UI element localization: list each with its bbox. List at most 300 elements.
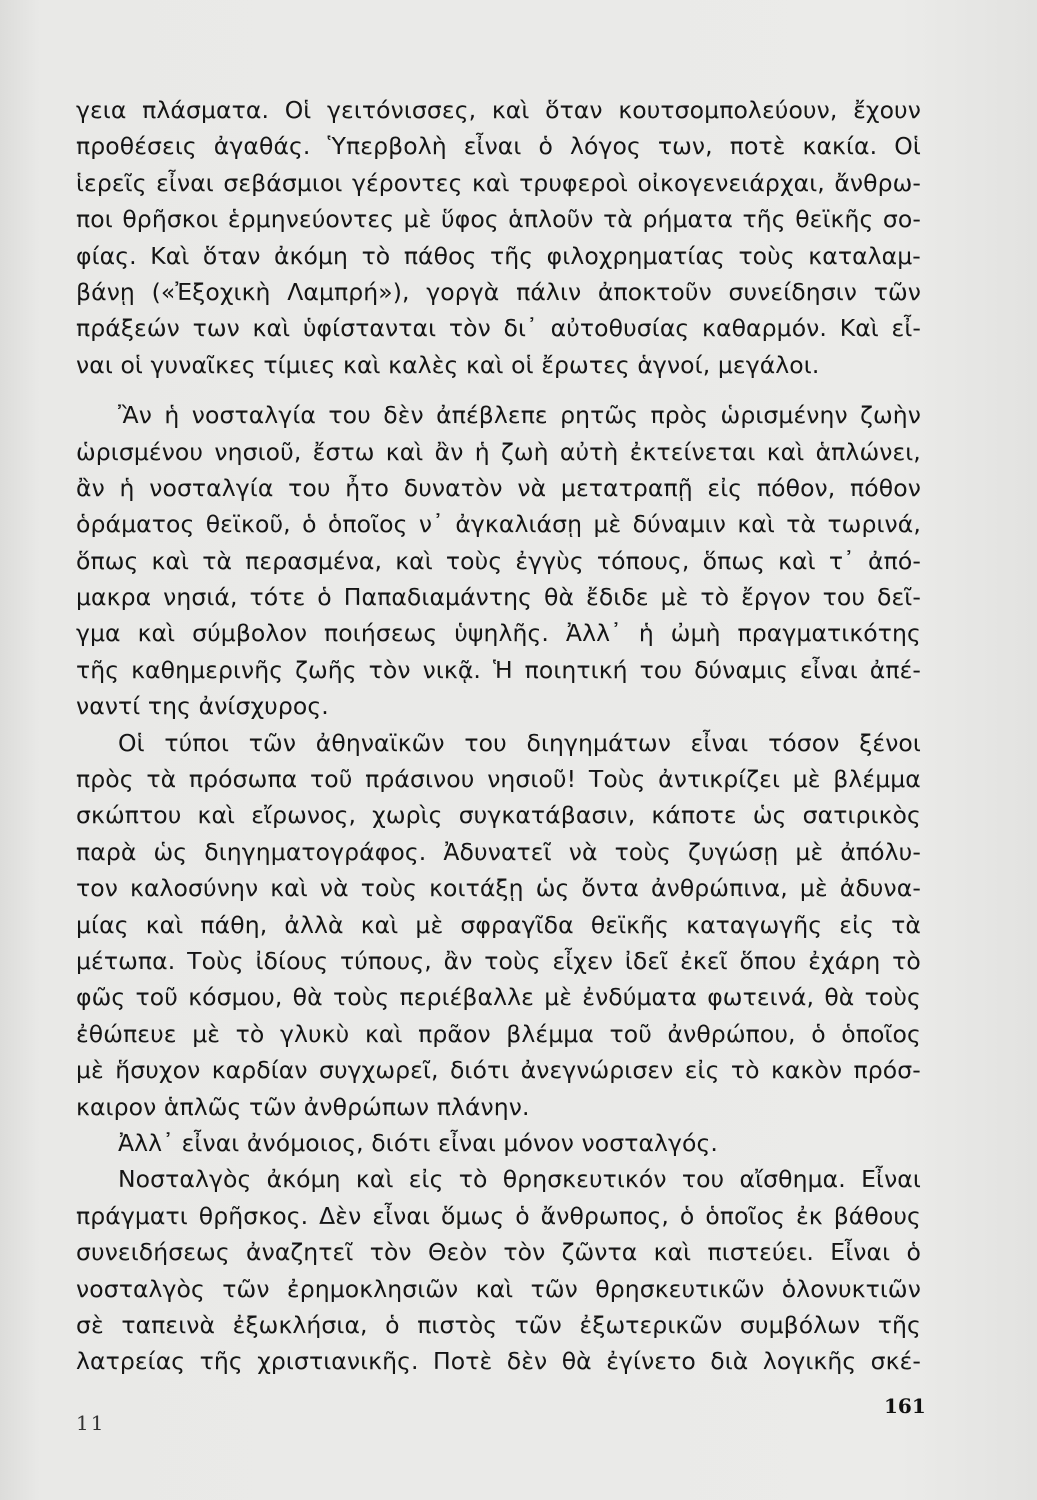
word: τὰ <box>786 510 817 539</box>
word: γέροντες <box>351 168 463 197</box>
word: ἀγκαλιάσῃ <box>455 510 583 539</box>
word: πάλιν <box>516 277 582 306</box>
word: ἀκόμη <box>273 241 349 270</box>
word: ἑρμηνεύοντες <box>227 205 395 234</box>
word: ἐνδύματα <box>582 983 697 1012</box>
word: θὰ <box>292 983 323 1012</box>
word: κοιτάξῃ <box>429 874 524 903</box>
word: ἰδίους <box>255 946 329 975</box>
word: παρὰ <box>76 837 137 866</box>
word: δυνατὸν <box>403 473 503 502</box>
word: ἀποκτοῦν <box>597 277 712 306</box>
word: τὸ <box>730 1056 760 1085</box>
text-line <box>76 238 921 274</box>
word: εἶναι <box>156 168 214 197</box>
word: σφραγῖδα <box>460 910 574 939</box>
text-line <box>76 434 921 470</box>
word: τὰ <box>603 205 633 234</box>
word: ποτὲ <box>729 132 786 161</box>
word: ἀντικρίζει <box>658 765 780 794</box>
word: διηγημάτων <box>526 728 671 757</box>
word: τὰ <box>891 910 921 939</box>
word: ἔδιδε <box>586 583 649 612</box>
word: ἐγγὺς <box>515 546 584 575</box>
word: του <box>681 1165 725 1194</box>
word: ὡς <box>153 837 188 866</box>
word: καὶ <box>197 801 236 830</box>
text-line <box>76 1125 921 1161</box>
word: σο- <box>882 205 921 234</box>
word: πράγματι <box>76 1201 188 1230</box>
word: καλοσύνην <box>130 874 259 903</box>
word: ὅπως <box>76 546 139 575</box>
word: φῶς <box>76 983 126 1012</box>
text-line <box>76 128 921 164</box>
word: λογικῆς <box>762 1347 857 1376</box>
word: ὕφος <box>441 205 499 234</box>
word: καιρον ἁπλῶς τῶν ἀνθρώπων πλάνην. <box>76 1092 530 1121</box>
word: ποιητική <box>524 655 628 684</box>
word: σύμβολον <box>192 619 308 648</box>
word: ἐξωκλήσια, <box>232 1310 368 1339</box>
word: ἰδεῖ <box>624 946 669 975</box>
word: τῆς <box>199 1347 243 1376</box>
word: τῶν <box>514 1310 562 1339</box>
word: καὶ <box>766 437 805 466</box>
word: Νοσταλγὸς <box>118 1165 252 1194</box>
word: τὸ <box>361 241 391 270</box>
word: εἰς <box>707 473 743 502</box>
word: ὁράματος <box>76 510 195 539</box>
word: θρῆσκος. <box>198 1201 309 1230</box>
word: του <box>464 728 507 757</box>
word: εἶναι <box>800 655 858 684</box>
word: συγχωρεῖ, <box>318 1056 439 1085</box>
word: πιστὸς <box>417 1310 498 1339</box>
word: ἐγίνετο <box>606 1347 696 1376</box>
word: τῆς <box>76 655 120 684</box>
word: τοὺς <box>332 983 390 1012</box>
word: ξένοι <box>859 728 921 757</box>
text-line <box>76 92 921 128</box>
word: ἀπέ- <box>869 655 921 684</box>
word: του <box>288 473 331 502</box>
word: θρησκευτικόν <box>502 1165 667 1194</box>
word: Εἶναι <box>861 1165 921 1194</box>
word: εἶ- <box>891 314 921 343</box>
word: νὰ <box>517 473 547 502</box>
word: εἶναι <box>463 132 522 161</box>
word: Οἱ <box>894 132 921 161</box>
word: τῆς <box>877 1310 921 1339</box>
word: σκώπτου <box>76 801 182 830</box>
word: φιλοχρηματίας <box>546 241 725 270</box>
word: Ἡ <box>492 655 513 684</box>
word: πρόσωπα <box>188 765 298 794</box>
word: δεῖ- <box>876 583 921 612</box>
word: τοὺς <box>614 837 671 866</box>
word: πόθον <box>850 473 921 502</box>
word: τὸ <box>700 583 730 612</box>
word: μὲ <box>192 1019 221 1048</box>
word: τῆς <box>742 205 786 234</box>
word: θεϊκοῦ, <box>205 510 291 539</box>
word: αὐτοθυσίας <box>550 314 690 343</box>
word: ἂν <box>434 437 464 466</box>
word: τῶν <box>873 277 921 306</box>
word: πόθον, <box>756 473 836 502</box>
word: καὶ <box>778 546 816 575</box>
text-line <box>76 470 921 506</box>
word: ὄντα <box>581 874 639 903</box>
word: τότε <box>249 583 306 612</box>
word: ἡ <box>474 437 490 466</box>
word: πράσινου <box>365 765 475 794</box>
word: τὸν <box>503 1238 546 1267</box>
word: μίας <box>76 910 129 939</box>
word: του <box>639 655 683 684</box>
word: ἁπλώνει, <box>815 437 921 466</box>
text-line <box>76 834 921 870</box>
word: ὁποῖος <box>705 1201 785 1230</box>
word: καὶ <box>145 910 184 939</box>
word: ἀλλὰ <box>284 910 344 939</box>
text-line <box>76 652 921 688</box>
word: καὶ <box>364 1019 403 1048</box>
word: σατιρικὸς <box>802 801 921 830</box>
word: ζωῆς <box>295 655 357 684</box>
word: τύποι <box>164 728 230 757</box>
word: καταγωγῆς <box>686 910 823 939</box>
word: καὶ <box>475 1274 514 1303</box>
word: τωρινά, <box>827 510 921 539</box>
word: Παπαδιαμάντης <box>343 583 533 612</box>
word: δὲν <box>383 401 424 430</box>
word: ἐχάρη <box>808 946 881 975</box>
word: πιστεύει. <box>707 1238 814 1267</box>
word: ἀθηναϊκῶν <box>315 728 445 757</box>
word: συνειδήσεως <box>76 1238 230 1267</box>
word: ἄνθρωπος, <box>540 1201 669 1230</box>
word: ρητῶς <box>560 401 639 430</box>
word: ἐκεῖ <box>680 946 728 975</box>
word: ἥσυχον <box>115 1056 201 1085</box>
word: ὁποῖος <box>327 510 408 539</box>
word: τοῦ <box>310 765 353 794</box>
word: Ἀλλ᾽ εἶναι ἀνόμοιος, διότι εἶναι μόνον νοσταλγός. <box>118 1128 718 1157</box>
word: καὶ <box>385 437 424 466</box>
word: ἁπλοῦν <box>508 205 594 234</box>
word: σκέ- <box>870 1347 921 1376</box>
word: συνείδησιν <box>728 277 858 306</box>
word: διότι <box>449 1056 510 1085</box>
word: ὅταν <box>545 96 603 124</box>
word: τὸν <box>369 1238 412 1267</box>
word: ὁλονυκτιῶν <box>781 1274 921 1303</box>
text-line <box>76 761 921 797</box>
word: ὁποῖος <box>841 1019 921 1048</box>
word: καὶ <box>491 96 530 124</box>
word: τοῦ <box>135 983 178 1012</box>
word: Τοὺς <box>187 946 244 975</box>
text-line <box>76 1307 921 1343</box>
word: δι᾽ <box>503 314 538 343</box>
word: νὰ <box>319 874 349 903</box>
word: ἡ <box>164 401 180 430</box>
word: ἐξωτερικῶν <box>579 1310 723 1339</box>
word: ὑψηλῆς. <box>454 619 549 648</box>
text-line <box>76 1198 921 1234</box>
word: πάθη, <box>200 910 268 939</box>
word: θὰ <box>824 983 855 1012</box>
word: καὶ <box>252 314 291 343</box>
word: περασμένα, <box>245 546 383 575</box>
word: Ποτὲ <box>432 1347 493 1376</box>
word: τὸ <box>892 946 921 975</box>
word: κάποτε <box>651 801 737 830</box>
word: καὶ <box>270 874 308 903</box>
text-line <box>76 274 921 310</box>
text-line <box>76 1234 921 1270</box>
word: εἴρωνος, <box>251 801 357 830</box>
word: ταπεινὰ <box>121 1310 216 1339</box>
text-line <box>76 688 921 724</box>
word: ἀπέβλεπε <box>436 401 548 430</box>
word: τὸν <box>368 655 411 684</box>
word: καὶ <box>395 546 433 575</box>
word: ζωὴ <box>500 437 549 466</box>
word: εἶναι <box>372 1201 431 1230</box>
word: κόσμου, <box>188 983 283 1012</box>
word: τόσον <box>768 728 840 757</box>
word: κακὸν <box>770 1056 843 1085</box>
word: δύναμις <box>694 655 789 684</box>
word: γλυκὺ <box>279 1019 350 1048</box>
word: φίας. <box>76 241 137 270</box>
text-line <box>76 397 921 433</box>
text-line <box>76 1052 921 1088</box>
word: ὠμὴ <box>670 619 721 648</box>
word: δύναμιν <box>632 510 726 539</box>
word: σὲ <box>76 1310 104 1339</box>
word: ὅπου <box>739 946 797 975</box>
word: ἀπό- <box>868 546 921 575</box>
paragraph-gap <box>76 383 921 397</box>
word: γμα <box>76 619 121 648</box>
word: ζωὴν <box>860 401 921 430</box>
word: τοὺς <box>445 546 503 575</box>
word: κακία. <box>802 132 878 161</box>
word: μετατραπῇ <box>560 473 693 502</box>
word: τὸ <box>458 1165 488 1194</box>
word: ἦτο <box>345 473 390 502</box>
word: Καὶ <box>839 314 879 343</box>
word: τῶν <box>530 1274 578 1303</box>
text-line <box>76 943 921 979</box>
word: συγκατάβασιν, <box>458 801 636 830</box>
word: ἀναζητεῖ <box>246 1238 354 1267</box>
word: βάνῃ <box>76 277 135 306</box>
word: ναι οἱ γυναῖκες τίμιες καὶ καλὲς καὶ οἱ ἔρωτες ἁγνοί, μεγάλοι. <box>76 350 820 379</box>
word: διὰ <box>710 1347 749 1376</box>
word: Τοὺς <box>588 765 646 794</box>
word: συμβόλων <box>739 1310 861 1339</box>
word: ὡς <box>752 801 787 830</box>
word: ἀπόλυ- <box>840 837 921 866</box>
word: Οἱ <box>284 96 312 124</box>
word: ποιήσεως <box>324 619 438 648</box>
word: καταλαμ- <box>808 241 921 270</box>
word: ἀδυνα- <box>839 874 921 903</box>
word: τοῦ <box>609 1019 652 1048</box>
word: καὶ <box>151 546 190 575</box>
word: χωρὶς <box>372 801 443 830</box>
word: θεϊκῆς <box>795 205 874 234</box>
word: λόγος <box>569 132 641 161</box>
text-line <box>76 1161 921 1197</box>
word: τὸ <box>235 1019 265 1048</box>
word: ὁ <box>515 1201 530 1230</box>
word: Καὶ <box>150 241 190 270</box>
word: γοργὰ <box>426 277 500 306</box>
word: Ἂν <box>118 401 152 430</box>
word: πρόσ- <box>853 1056 921 1085</box>
word: αὐτὴ <box>559 437 619 466</box>
word: Λαμπρή»), <box>287 277 410 306</box>
word: ὁ <box>811 1019 826 1048</box>
signature-mark: 11 <box>76 1411 106 1435</box>
word: ἂν <box>76 473 105 502</box>
word: νὰ <box>568 837 598 866</box>
word: ἂν <box>443 946 473 975</box>
word: ὅμως <box>441 1201 505 1230</box>
word: τῶν <box>222 1274 270 1303</box>
word: ἐθώπευε <box>76 1019 177 1048</box>
word: τὸν <box>448 314 491 343</box>
word: περιέβαλλε <box>399 983 534 1012</box>
word: νοσταλγία <box>149 473 274 502</box>
word: τ᾽ <box>828 546 855 575</box>
word: των, <box>657 132 713 161</box>
word: Θεὸν <box>427 1238 488 1267</box>
word: χριστιανικῆς. <box>257 1347 419 1376</box>
word: δὲν <box>506 1347 548 1376</box>
word: ὁ <box>385 1310 400 1339</box>
word: βλέμμα <box>506 1019 594 1048</box>
text-line <box>76 979 921 1015</box>
word: καὶ <box>737 510 775 539</box>
word: πραγματικότης <box>737 619 921 648</box>
word: εἶναι <box>690 728 749 757</box>
word: ὁ <box>538 132 553 161</box>
word: Ὑπερβολὴ <box>327 132 447 161</box>
word: Εἶναι <box>830 1238 891 1267</box>
word: φωτεινά, <box>707 983 815 1012</box>
word: ὡρισμένην <box>720 401 848 430</box>
word: ποι <box>76 205 113 234</box>
word: νησιά, <box>163 583 238 612</box>
word: ὡρισμένου <box>76 437 204 466</box>
word: διηγηματογράφος. <box>204 837 427 866</box>
word: ὑφίστανται <box>302 314 437 343</box>
word: μὲ <box>415 910 444 939</box>
word: Ἀδυνατεῖ <box>443 837 552 866</box>
word: θρησκευτικῶν <box>595 1274 765 1303</box>
word: ἀνθρώπινα, <box>651 874 788 903</box>
word: γειτόνισσες, <box>327 96 477 124</box>
text-line <box>76 725 921 761</box>
word: νησιοῦ! <box>487 765 577 794</box>
word: τῆς <box>490 241 534 270</box>
word: μὲ <box>795 837 824 866</box>
word: μακρα <box>76 583 152 612</box>
word: μὲ <box>76 1056 104 1085</box>
word: μὲ <box>544 983 573 1012</box>
word: ὅπως <box>702 546 765 575</box>
word: εἶχεν <box>552 946 614 975</box>
word: καὶ <box>360 910 399 939</box>
word: βάθους <box>833 1201 921 1230</box>
word: μὲ <box>593 510 622 539</box>
word: λατρείας <box>76 1347 186 1376</box>
word: ἔργον <box>741 583 811 612</box>
word: Οἱ <box>118 728 145 757</box>
text-line <box>76 1343 921 1379</box>
text-line <box>76 797 921 833</box>
word: τὰ <box>202 546 233 575</box>
word: πρὸς <box>76 765 134 794</box>
word: τοὺς <box>738 241 795 270</box>
word: εἰς <box>684 1056 720 1085</box>
text-line <box>76 347 921 383</box>
word: ἀνθρώπου, <box>667 1019 796 1048</box>
word: ἀκόμη <box>266 1165 341 1194</box>
text-line <box>76 870 921 906</box>
word: μέτωπα. <box>76 946 176 975</box>
word: ὡς <box>535 874 570 903</box>
word: πρὸς <box>650 401 709 430</box>
word: νοσταλγία <box>191 401 316 430</box>
word: ὁ <box>679 1201 695 1230</box>
word: ὁ <box>302 510 317 539</box>
word: πλάσματα. <box>142 96 270 124</box>
word: ν᾽ <box>418 510 444 539</box>
word: Δὲν <box>319 1201 362 1230</box>
word: ἀγαθάς. <box>213 132 311 161</box>
text-line <box>76 310 921 346</box>
word: ἡ <box>119 473 135 502</box>
word: ρήματα <box>642 205 733 234</box>
text-line <box>76 1089 921 1125</box>
text-line <box>76 165 921 201</box>
word: αἴσθημα. <box>739 1165 846 1194</box>
word: ζῶντα <box>561 1238 638 1267</box>
word: καρδίαν <box>211 1056 308 1085</box>
text-line <box>76 579 921 615</box>
word: εἰς <box>839 910 875 939</box>
word: βλέμμα <box>833 765 921 794</box>
page-number: 161 <box>884 1394 926 1418</box>
word: τὰ <box>146 765 177 794</box>
word: κουτσομπολεύουν, <box>618 96 838 124</box>
word: εἰς <box>408 1165 444 1194</box>
word: πρᾶον <box>418 1019 491 1048</box>
word: τοὺς <box>484 946 541 975</box>
word: μὲ <box>799 874 828 903</box>
word: θὰ <box>561 1347 592 1376</box>
word: καθαρμόν. <box>702 314 827 343</box>
word: μὲ <box>403 205 432 234</box>
